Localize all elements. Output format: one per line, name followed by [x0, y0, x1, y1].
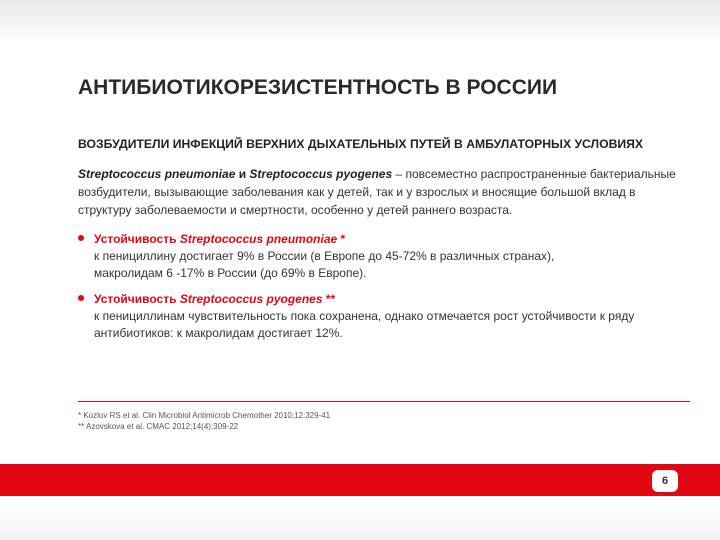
section-subtitle: ВОЗБУДИТЕЛИ ИНФЕКЦИЙ ВЕРХНИХ ДЫХАТЕЛЬНЫХ ПУТЕЙ В АМБУЛАТОРНЫХ УСЛОВИЯХ	[78, 137, 644, 151]
footer-band	[0, 464, 720, 496]
species-name-b: Streptococcus pyogenes	[249, 167, 393, 181]
reference-item: ** Azovskova et al. CMAC 2012;14(4):309-22	[78, 422, 239, 431]
bullet-footnote-mark: **	[322, 292, 336, 306]
species-conjunction: и	[235, 167, 250, 181]
intro-species-heading	[78, 167, 392, 181]
reference-item: * Kozlov RS et al. Clin Microbiol Antimicrob Chemother 2010;12:329-41	[78, 411, 331, 420]
bullet-heading	[94, 290, 688, 308]
intro-paragraph	[78, 165, 678, 219]
bullet-species: Streptococcus pneumoniae	[179, 232, 338, 246]
bullet-item	[78, 230, 688, 282]
bullet-line: к пенициллину достигает 9% в России (в Европе до 45-72% в различных странах),	[94, 249, 555, 263]
references	[78, 410, 330, 432]
intro-text: – повсеместно распространенные бактериальные возбудители, вызывающие заболевания как у детей, так и у взрослых и вносящие большой вклад в структуру заболеваемости и смертности, особенно у детей раннего возраста.	[78, 167, 676, 217]
header-band	[0, 0, 720, 40]
bullet-footnote-mark: *	[337, 232, 346, 246]
species-name-a: Streptococcus pneumoniae	[78, 167, 236, 181]
bullet-lead: Устойчивость	[94, 292, 180, 306]
bullet-marker	[78, 295, 84, 301]
bullet-species: Streptococcus pyogenes	[179, 292, 323, 306]
bullet-heading	[94, 230, 688, 248]
bullet-list	[78, 230, 688, 350]
page-number: 6	[652, 470, 678, 492]
bullet-line: к пенициллинам чувствительность пока сохранена, однако отмечается рост устойчивости к ряду	[94, 309, 635, 323]
bullet-marker	[78, 235, 84, 241]
slide-title: АНТИБИОТИКОРЕЗИСТЕНТНОСТЬ В РОССИИ	[78, 76, 558, 99]
footnote-divider	[78, 401, 690, 402]
bullet-line: антибиотиков: к макролидам достигает 12%.	[94, 326, 343, 340]
bullet-lead: Устойчивость	[94, 232, 180, 246]
bottom-band	[0, 496, 720, 540]
bullet-line: макролидам 6 -17% в России (до 69% в Европе).	[94, 266, 367, 280]
bullet-item	[78, 290, 688, 342]
